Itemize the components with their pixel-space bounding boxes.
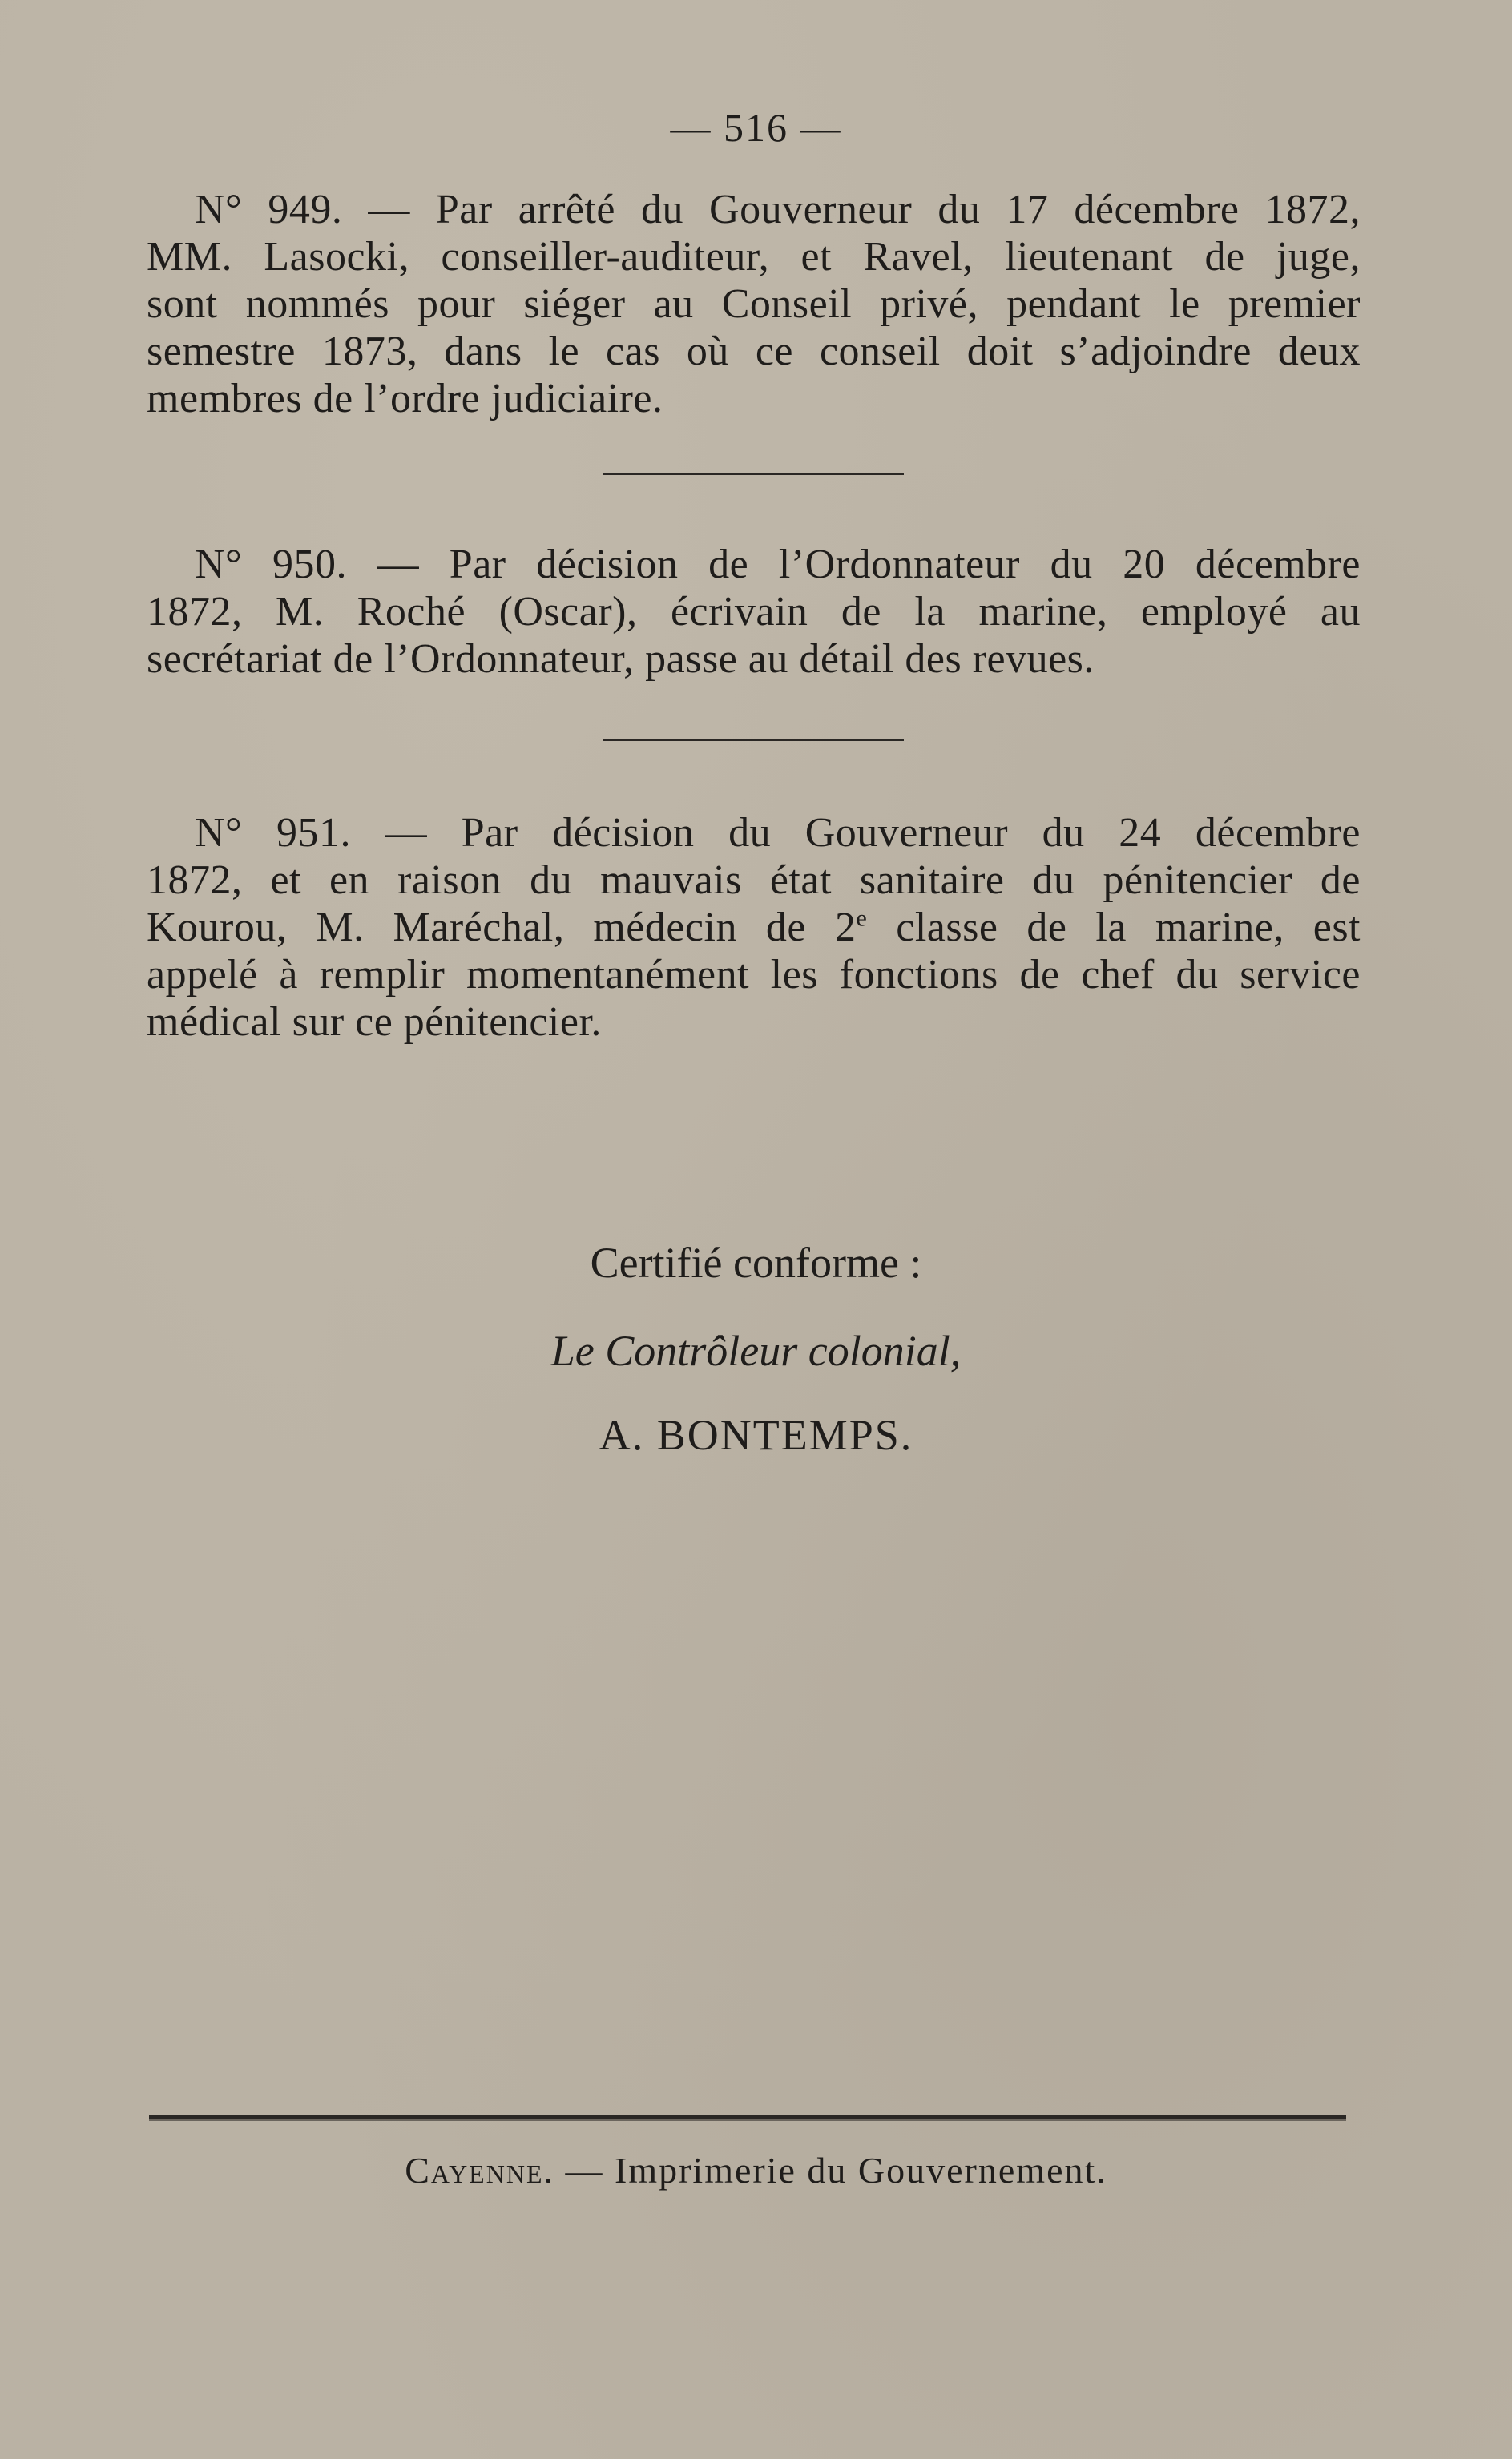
footer-rule bbox=[149, 2115, 1346, 2121]
certification-title: Certifié conforme : bbox=[590, 1239, 922, 1287]
entry-950-line-2: 1872, M. Roché (Oscar), écrivain de la marine, employé au bbox=[147, 589, 1361, 635]
certification-role: Le Contrôleur colonial, bbox=[550, 1327, 962, 1375]
entry-950-line-1: N° 950. — Par décision de l’Ordonnateur du 20 décembre bbox=[195, 542, 1361, 587]
entry-949 bbox=[147, 186, 1361, 422]
printer-imprint bbox=[0, 2149, 1512, 2191]
entry-951-line-3 bbox=[147, 904, 1361, 951]
entry-950-line-3: secrétariat de l’Ordonnateur, passe au détail des revues. bbox=[147, 636, 1095, 682]
certification-signature: A. BONTEMPS. bbox=[599, 1411, 913, 1459]
entry-951-line-1: N° 951. — Par décision du Gouverneur du 24 décembre bbox=[195, 810, 1361, 856]
separator-rule-1 bbox=[603, 473, 904, 475]
entry-949-line-4: semestre 1873, dans le cas où ce conseil doit s’adjoindre deux bbox=[147, 329, 1361, 374]
entry-951-line-2: 1872, et en raison du mauvais état sanitaire du pénitencier de bbox=[147, 857, 1361, 903]
entry-950 bbox=[147, 541, 1361, 683]
page-number: — 516 — bbox=[670, 105, 842, 150]
separator-rule-2 bbox=[603, 739, 904, 741]
imprint-place: Cayenne. bbox=[405, 2150, 554, 2191]
superscript-e: e bbox=[856, 905, 868, 932]
entry-949-line-2: MM. Lasocki, conseiller-auditeur, et Ravel, lieutenant de juge, bbox=[147, 234, 1361, 280]
entry-949-line-5: membres de l’ordre judiciaire. bbox=[147, 376, 663, 421]
entry-951-line-5: médical sur ce pénitencier. bbox=[147, 999, 602, 1045]
entry-951-line-4: appelé à remplir momentanément les fonctions de chef du service bbox=[147, 952, 1361, 998]
entry-951-line-3-start: Kourou, M. Maréchal, médecin de 2 bbox=[147, 905, 857, 950]
entry-949-line-3: sont nommés pour siéger au Conseil privé, pendant le premier bbox=[147, 281, 1361, 327]
entry-949-line-1: N° 949. — Par arrêté du Gouverneur du 17 décembre 1872, bbox=[195, 187, 1361, 232]
entry-951 bbox=[147, 809, 1361, 1046]
imprint-text: — Imprimerie du Gouvernement. bbox=[554, 2150, 1107, 2191]
entry-951-line-3-end: classe de la marine, est bbox=[867, 905, 1361, 950]
